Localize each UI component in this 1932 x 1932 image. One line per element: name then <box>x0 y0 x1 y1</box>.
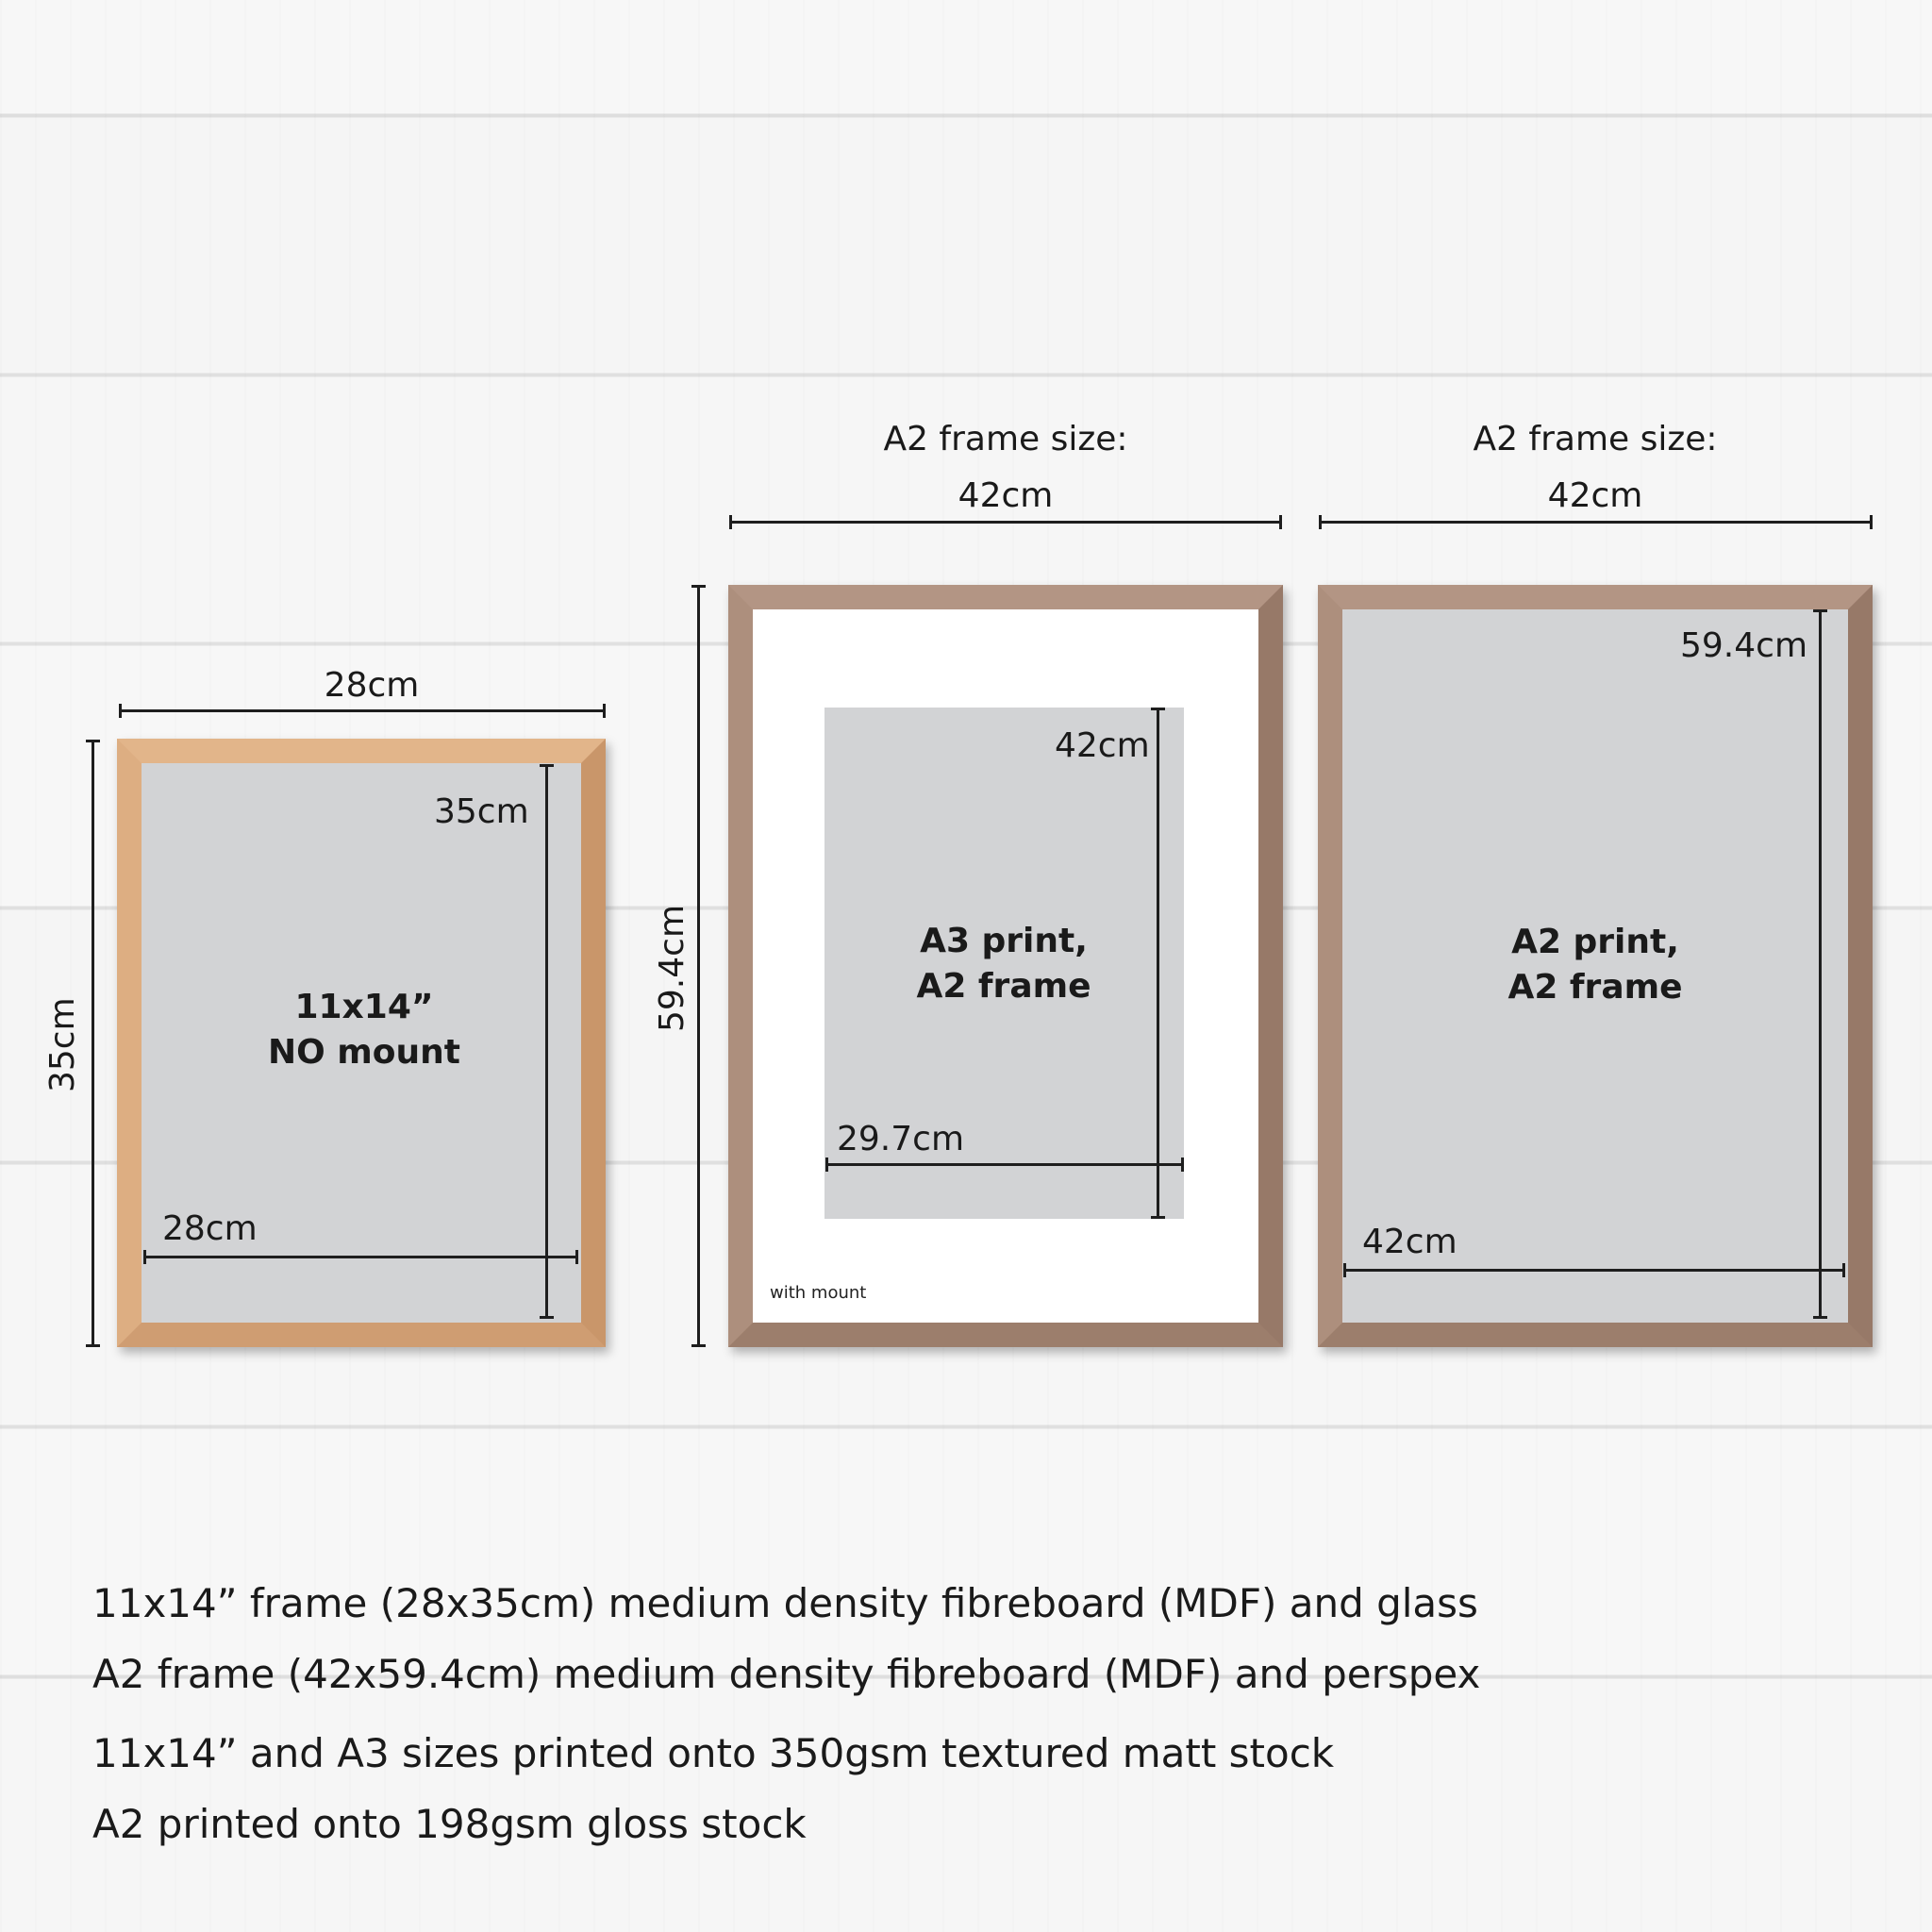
frame3-caption <box>1507 920 1682 1010</box>
spec-line-frame-11x14: 11x14” frame (28x35cm) medium density fibreboard (MDF) and glass <box>92 1580 1478 1626</box>
frame1-print-width-label: 28cm <box>162 1209 258 1248</box>
frame1-caption-line2: NO mount <box>268 1033 460 1072</box>
frame3-print-height-label: 59.4cm <box>1680 626 1808 665</box>
frame2-height-label: 59.4cm <box>653 904 691 1032</box>
frame1-caption-line1: 11x14” <box>294 988 434 1026</box>
spec-line-frame-a2: A2 frame (42x59.4cm) medium density fibreboard (MDF) and perspex <box>92 1651 1481 1697</box>
frame1-width-label: 28cm <box>324 666 420 705</box>
frame2-mount-note: with mount <box>770 1283 867 1303</box>
frame1-print-height-line <box>545 764 548 1319</box>
frame2-height-dimension-line <box>697 585 700 1347</box>
frame3-title: A2 frame size: <box>1473 420 1718 458</box>
frame2-caption-line1: A3 print, <box>920 922 1088 960</box>
spec-line-matt-stock: 11x14” and A3 sizes printed onto 350gsm textured matt stock <box>92 1730 1335 1776</box>
frame2-title: A2 frame size: <box>883 420 1128 458</box>
frame2-print-width-label: 29.7cm <box>837 1120 965 1158</box>
frame3-width-label: 42cm <box>1547 476 1643 515</box>
frame2-caption <box>916 919 1091 1009</box>
frame3-print-width-label: 42cm <box>1362 1223 1457 1261</box>
frame1-height-label: 35cm <box>43 997 82 1092</box>
frame1-caption <box>268 985 460 1075</box>
frame2-print-width-line <box>825 1163 1184 1166</box>
frame3-width-dimension-line <box>1319 521 1873 524</box>
frame2-width-dimension-line <box>729 521 1282 524</box>
frame1-print-height-label: 35cm <box>434 792 529 831</box>
frame3-caption-line2: A2 frame <box>1507 968 1683 1007</box>
frame2-print-height-line <box>1157 708 1159 1219</box>
frame2-caption-line2: A2 frame <box>916 967 1091 1006</box>
frame2-width-label: 42cm <box>958 476 1054 515</box>
frame3-caption-line1: A2 print, <box>1511 923 1679 961</box>
spec-line-gloss-stock: A2 printed onto 198gsm gloss stock <box>92 1801 807 1847</box>
frame3-print-height-line <box>1819 609 1822 1319</box>
frame1-width-dimension-line <box>119 709 606 712</box>
frame2-print-height-label: 42cm <box>1055 726 1150 765</box>
frame1-height-dimension-line <box>92 740 94 1347</box>
frame3-print-width-line <box>1343 1269 1845 1272</box>
frame1-print-width-line <box>143 1256 578 1258</box>
